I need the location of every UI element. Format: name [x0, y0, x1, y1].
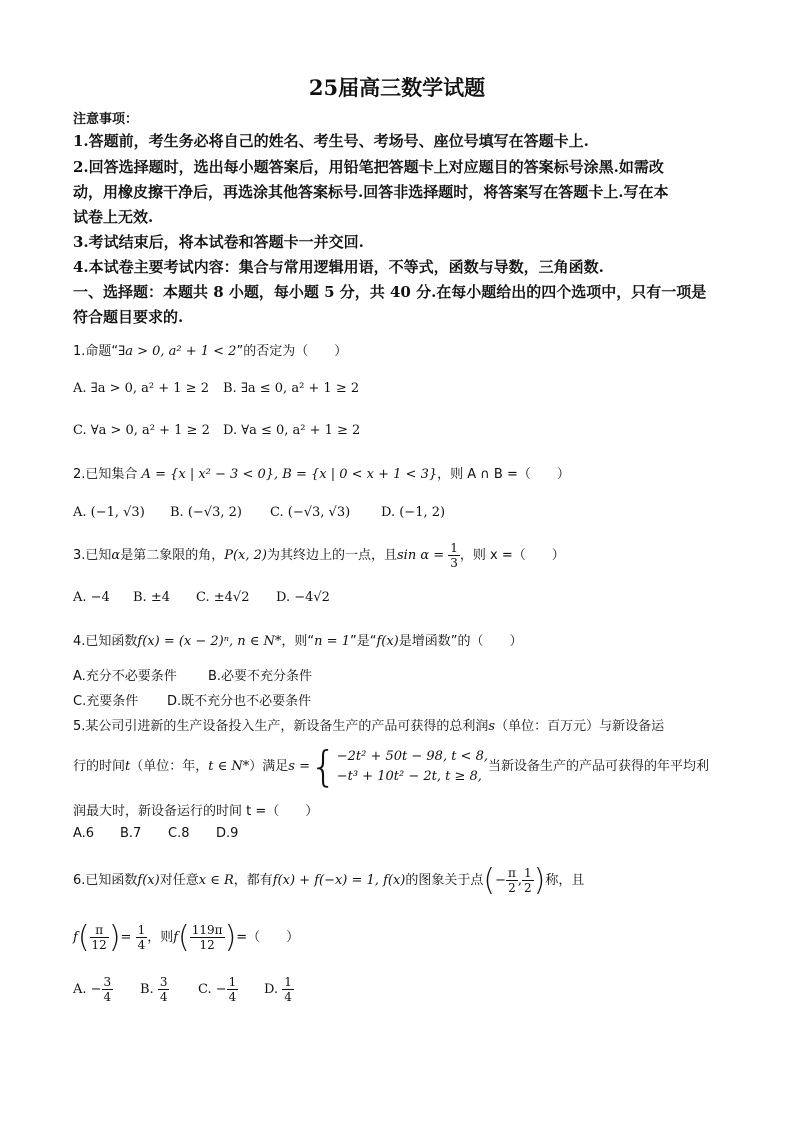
q6-c-den: 4: [228, 990, 237, 1004]
q6-line2-b: ，则: [147, 930, 174, 945]
q6-pt-minus: −: [495, 873, 506, 888]
q6-fx: f(x): [137, 873, 160, 888]
q4-cond: n = 1: [314, 634, 350, 649]
notice-item-4: 4.本试卷主要考试内容：集合与常用逻辑用语，不等式，函数与导数，三角函数.: [73, 258, 604, 276]
q3-point: P(x, 2): [224, 548, 267, 563]
q2-option-c: C. (−√3, √3): [270, 505, 351, 520]
q5-line1-a: 5.某公司引进新的生产设备投入生产，新设备生产的产品可获得的总利润: [73, 719, 489, 734]
q6-f-2: f: [173, 930, 179, 945]
q3-alpha: α: [111, 548, 121, 563]
q6-line1-d: 的图象关于点: [405, 873, 484, 888]
notice-item-2c: 试卷上无效.: [73, 208, 154, 226]
question-6-line2: [73, 920, 299, 955]
q6-d-den: 4: [284, 990, 292, 1004]
q6-paren-3c: ): [224, 920, 237, 955]
q6-paren-2c: ): [108, 920, 121, 955]
q2-option-b: B. (−√3, 2): [170, 505, 242, 520]
question-2-stem: [73, 463, 570, 482]
page-title: 25届高三数学试题: [308, 75, 486, 100]
q5-line2-d: 当新设备生产的产品可获得的年平均利: [488, 759, 710, 774]
q6-pt-frac1: [506, 866, 518, 895]
q6-v3-frac: [190, 923, 225, 952]
q1-stem-post: ”的否定为（ ）: [236, 344, 348, 359]
q5-option-d: D.9: [216, 826, 239, 841]
q2-stem-math: A = {x | x² − 3 < 0}, B = {x | 0 < x + 1 < 3}: [141, 467, 438, 482]
q6-v3-den: 12: [199, 938, 215, 952]
q5-line2-b: （单位：年，: [130, 759, 209, 774]
q6-v1-den: 12: [91, 938, 107, 952]
q6-v1-frac: [90, 923, 109, 952]
q5-s: s: [488, 719, 496, 734]
q6-line2-c: =（ ）: [236, 930, 300, 945]
q4-option-c: C.充要条件: [73, 694, 139, 709]
q3-stem-c: 为其终边上的一点，且: [266, 548, 397, 563]
q6-b-frac: [158, 975, 170, 1004]
q6-paren-open: (: [483, 863, 496, 898]
q2-stem-pre: 2.已知集合: [73, 467, 142, 482]
question-5-line3: 润最大时，新设备运行的时间 t =（ ）: [73, 804, 319, 819]
q6-eq2: =: [120, 930, 132, 945]
q6-xR: x ∈ R: [198, 873, 234, 888]
question-4-stem: [73, 630, 523, 649]
q3-stem-b: 是第二象限的角，: [120, 548, 225, 563]
q5-cases: [337, 747, 488, 787]
q5-option-c: C.8: [168, 826, 190, 841]
q5-case-2: −t³ + 10t² − 2t, t ≥ 8,: [336, 768, 482, 784]
q1-option-d: D. ∀a ≤ 0, a² + 1 ≥ 2: [223, 423, 361, 438]
notice-heading: 注意事项：: [73, 112, 139, 127]
q6-b-den: 4: [159, 990, 168, 1004]
q6-pt-num1: π: [508, 866, 516, 880]
section-heading-line1: 一、选择题：本题共 8 小题，每小题 5 分，共 40 分.在每小题给出的四个选项中，只有一项是: [73, 283, 707, 301]
q6-option-c: [198, 975, 238, 1004]
q6-v2-den: 4: [137, 938, 146, 952]
q6-a-pre: A. −: [73, 982, 102, 997]
q5-case-1: −2t² + 50t − 98, t < 8,: [336, 748, 488, 764]
q1-option-c: C. ∀a > 0, a² + 1 ≥ 2: [73, 423, 210, 438]
q5-tN: t ∈ N*: [208, 759, 250, 774]
q3-option-b: B. ±4: [133, 590, 170, 605]
q6-a-frac: [102, 975, 114, 1004]
q6-line1-e: 称，且: [545, 873, 585, 888]
q6-line1-b: 对任意: [159, 873, 199, 888]
q6-pt-num2: 1: [524, 866, 532, 880]
q6-v2-frac: [136, 923, 148, 952]
q6-a-den: 4: [103, 990, 112, 1004]
q6-d-num: 1: [284, 975, 292, 989]
q5-t: t: [125, 759, 131, 774]
q6-eq: f(x) + f(−x) = 1, f(x): [272, 873, 406, 888]
q3-stem-a: 3.已知: [73, 548, 112, 563]
q1-stem-pre: 1.命题“: [73, 344, 119, 359]
q6-paren-2o: (: [77, 920, 90, 955]
q6-d-pre: D.: [264, 982, 279, 997]
q6-f-1: f: [73, 930, 78, 945]
q6-line1-c: ，都有: [233, 873, 273, 888]
notice-item-3: 3.考试结束后，将本试卷和答题卡一并交回.: [73, 233, 364, 251]
q5-line1-b: （单位：百万元）与新设备运: [495, 719, 665, 734]
q4-stem-a: 4.已知函数: [73, 634, 138, 649]
q1-option-b: B. ∃a ≤ 0, a² + 1 ≥ 2: [223, 381, 360, 396]
q6-option-a: [73, 975, 113, 1004]
q3-frac-num: 1: [450, 541, 458, 555]
q6-c-frac: [227, 975, 239, 1004]
q6-pt-frac2: [522, 866, 534, 895]
q6-b-pre: B.: [140, 982, 154, 997]
q6-c-num: 1: [228, 975, 237, 989]
q1-stem-math: ∃a > 0, a² + 1 < 2: [118, 344, 237, 359]
notice-item-2b: 动，用橡皮擦干净后，再选涂其他答案标号.回答非选择题时，将答案写在答题卡上.写在本: [73, 183, 669, 201]
q6-pt-den1: 2: [508, 881, 516, 895]
q6-option-b: [140, 975, 169, 1004]
q4-func: f(x) = (x − 2)ⁿ, n ∈ N*: [137, 634, 282, 649]
q4-option-b: B.必要不充分条件: [208, 669, 313, 684]
q4-stem-c: ”是“: [349, 634, 377, 649]
q3-option-d: D. −4√2: [276, 590, 330, 605]
q6-line1-a: 6.已知函数: [73, 873, 138, 888]
question-3-stem: [73, 541, 565, 570]
q5-brace-glyph: {: [309, 742, 337, 791]
q2-stem-post: ，则 A ∩ B =（ ）: [437, 467, 570, 482]
question-5-line1: [73, 715, 664, 734]
q6-v3-num: 119π: [191, 923, 223, 937]
q6-paren-3o: (: [178, 920, 190, 955]
q5-option-b: B.7: [120, 826, 142, 841]
q4-stem-d: 是增函数”的（ ）: [398, 634, 523, 649]
q6-c-pre: C. −: [198, 982, 227, 997]
q2-option-a: A. (−1, √3): [73, 505, 145, 520]
q6-d-frac: [282, 975, 294, 1004]
q2-option-d: D. (−1, 2): [381, 505, 446, 520]
q3-frac-den: 3: [450, 556, 458, 570]
q6-pt-den2: 2: [524, 881, 532, 895]
q1-option-a: A. ∃a > 0, a² + 1 ≥ 2: [73, 381, 209, 396]
q3-option-c: C. ±4√2: [196, 590, 250, 605]
q3-fraction: [448, 541, 460, 570]
q4-option-a: A.充分不必要条件: [73, 669, 177, 684]
q4-stem-b: ，则“: [281, 634, 315, 649]
q5-line2-c: ）满足: [249, 759, 289, 774]
q4-cond2: f(x): [376, 634, 399, 649]
q6-v2-num: 1: [137, 923, 146, 937]
q6-a-num: 3: [103, 975, 112, 989]
q6-b-num: 3: [159, 975, 168, 989]
notice-item-1: 1.答题前，考生务必将自己的姓名、考生号、考场号、座位号填写在答题卡上.: [73, 132, 589, 150]
q5-line2-a: 行的时间: [73, 759, 126, 774]
question-1-stem: [73, 340, 347, 359]
question-5-line2: [73, 742, 709, 791]
q6-v1-num: π: [90, 923, 109, 938]
q6-pt-comma: ,: [517, 873, 523, 888]
q5-s-eq: s =: [288, 759, 310, 774]
q6-option-d: [264, 975, 294, 1004]
q3-sin: sin α =: [396, 548, 445, 563]
q3-option-a: A. −4: [73, 590, 110, 605]
q5-option-a: A.6: [73, 826, 95, 841]
section-heading-line2: 符合题目要求的.: [73, 308, 184, 326]
question-6-line1: [73, 863, 584, 898]
notice-item-2a: 2.回答选择题时，选出每小题答案后，用铅笔把答题卡上对应题目的答案标号涂黑.如需改: [73, 158, 664, 176]
q6-paren-close: ): [533, 863, 546, 898]
q3-stem-d: ，则 x =（ ）: [459, 548, 565, 563]
q4-option-d: D.既不充分也不必要条件: [167, 694, 312, 709]
